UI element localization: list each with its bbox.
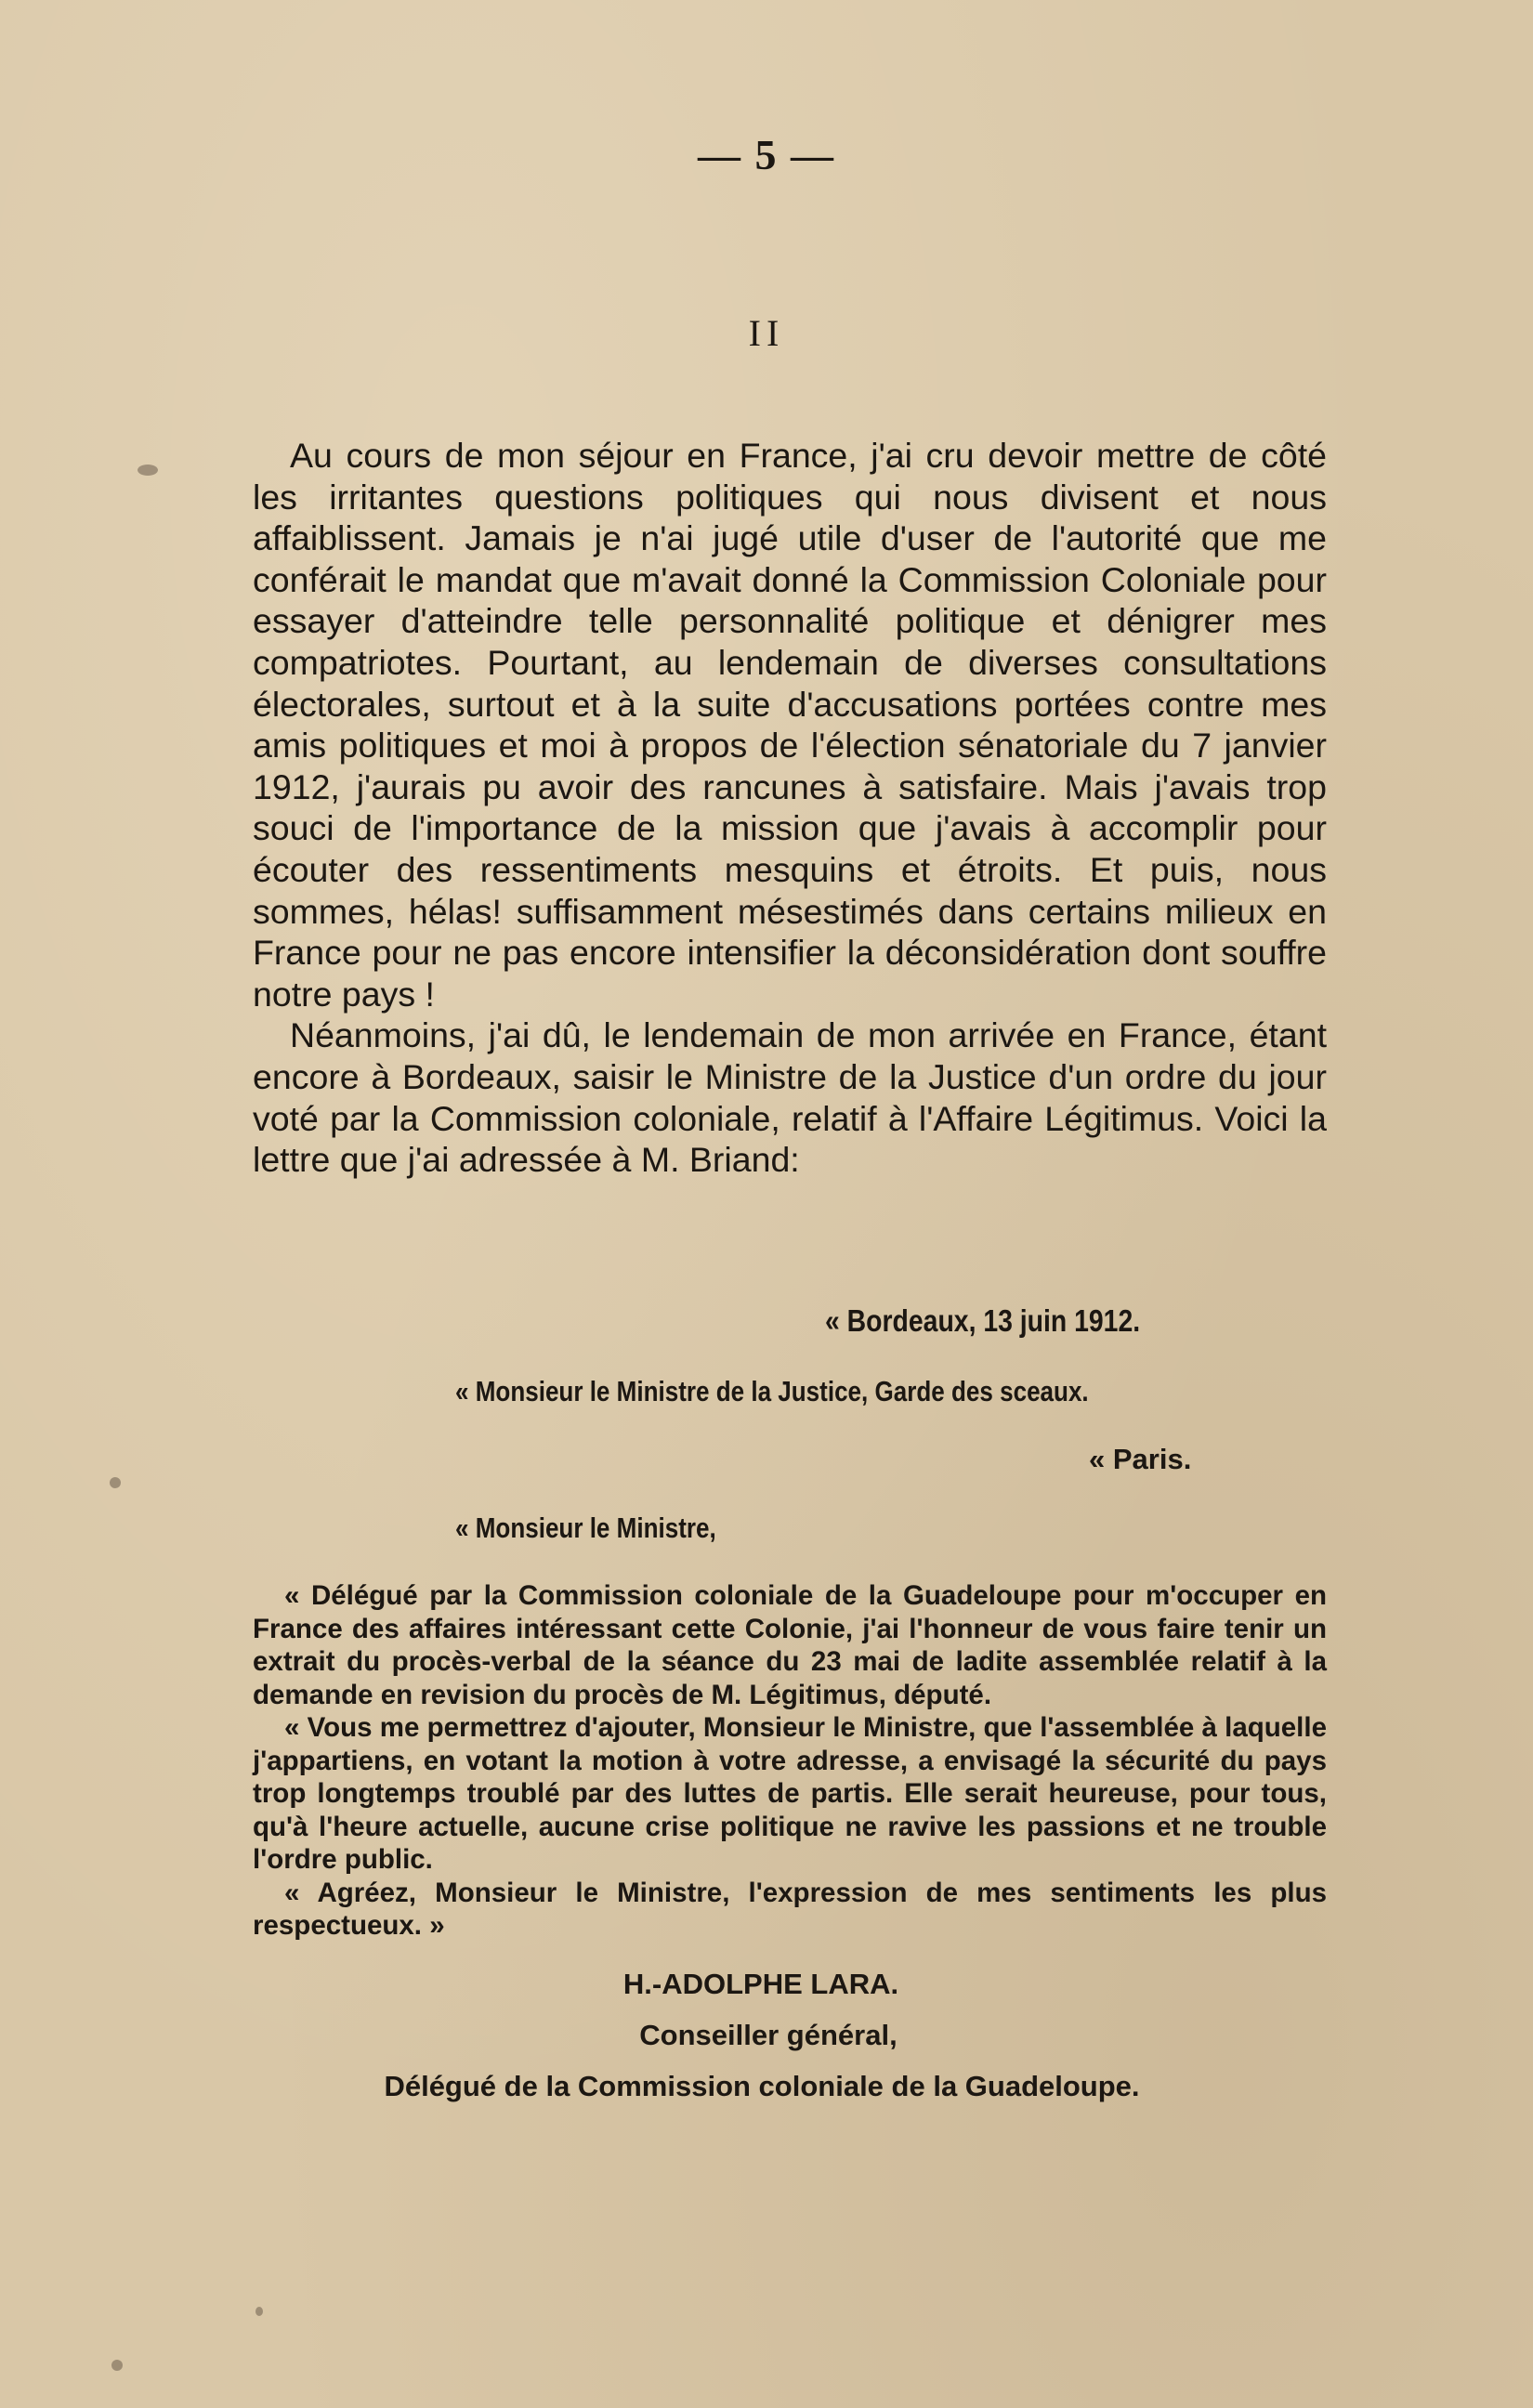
paper-speck xyxy=(110,1477,121,1488)
letter-paragraph: « Vous me permettrez d'ajouter, Monsieur le Ministre, que l'assemblée à laquelle j'appartiens, en votant la motion à votre adresse, a envisagé la sécurité du pays trop longtemps troublé par des luttes de partis. Elle serait heureuse, pour tous, qu'à l'heure actuelle, aucune crise politique ne ravive les passions et ne trouble l'ordre public. xyxy=(253,1712,1327,1875)
signature-block xyxy=(0,1958,1533,2112)
letter-date: « Bordeaux, 13 juin 1912. xyxy=(825,1303,1141,1338)
letter-paragraph: « Délégué par la Commission coloniale de la Guadeloupe pour m'occuper en France des affaires intéressant cette Colonie, j'ai l'honneur de vous faire tenir un extrait du procès-verbal de la séance du 23 mai de ladite assemblée relatif à la demande en revision du procès de M. Légitimus, député. xyxy=(253,1580,1327,1710)
body-paragraph: Néanmoins, j'ai dû, le lendemain de mon arrivée en France, étant encore à Bordeaux, saisir le Ministre de la Justice d'un ordre du jour voté par la Commission coloniale, relatif à l'Affaire Légitimus. Voici la lettre que j'ai adressée à M. Briand: xyxy=(253,1015,1327,1180)
letter-city: « Paris. xyxy=(1089,1443,1192,1475)
paper-speck xyxy=(138,465,158,476)
paper-speck xyxy=(111,2360,123,2371)
signature-role: Délégué de la Commission coloniale de la Guadeloupe. xyxy=(384,2070,1140,2102)
body-paragraph: Au cours de mon séjour en France, j'ai cru devoir mettre de côté les irritantes questions politiques qui nous divisent et nous affaiblissent. Jamais je n'ai jugé utile d'user de l'autorité que me conférait le mandat que m'avait donné la Commission Coloniale pour essayer d'atteindre telle personnalité politique et dénigrer mes compatriotes. Pourtant, au lendemain de diverses consultations électorales, surtout et à la suite d'accusations portées contre mes amis politiques et moi à propos de l'élection sénatoriale du 7 janvier 1912, j'aurais pu avoir des rancunes à satisfaire. Mais j'avais trop souci de l'importance de la mission que j'avais à accomplir pour écouter des ressentiments mesquins et étroits. Et puis, nous sommes, hélas! suffisamment mésestimés dans certains milieux en France pour ne pas encore intensifier la déconsidération dont souffre notre pays ! xyxy=(253,436,1327,1014)
letter-salutation: « Monsieur le Ministre, xyxy=(455,1512,716,1544)
letter-paragraph: « Agréez, Monsieur le Ministre, l'expression de mes sentiments les plus respectueux. » xyxy=(253,1877,1327,1941)
letter-body xyxy=(253,1579,1327,1943)
paper-speck xyxy=(256,2307,263,2316)
page-number: — 5 — xyxy=(698,131,835,178)
signature-title: Conseiller général, xyxy=(639,2019,898,2051)
letter-recipient: « Monsieur le Ministre de la Justice, Garde des sceaux. xyxy=(455,1375,1089,1407)
section-numeral: II xyxy=(748,312,785,354)
signature-name: H.-ADOLPHE LARA. xyxy=(622,1968,899,2000)
body-text xyxy=(253,435,1327,1181)
